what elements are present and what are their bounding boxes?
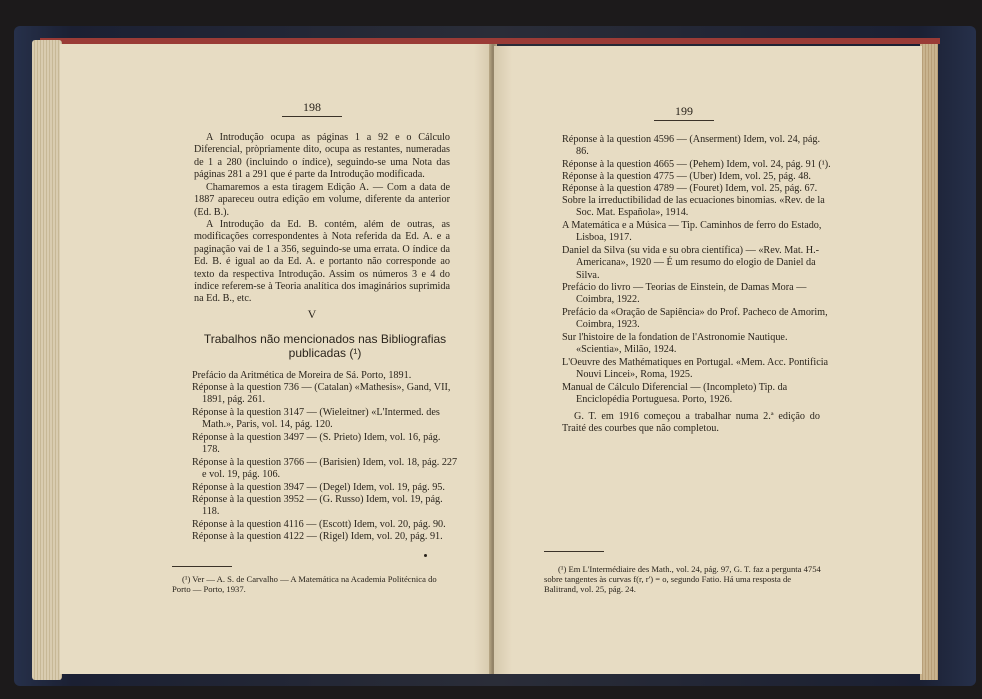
bibliography-entry: Manual de Cálculo Diferencial — (Incompleto) Tip. da Enciclopédia Portuguesa. Porto, 1926.	[562, 382, 788, 406]
bibliography-entry: Prefácio da Aritmética de Moreira de Sá. Porto, 1891.	[192, 370, 412, 381]
paragraph-2: Chamaremos a esta tiragem Edição A. — Com a data de 1887 apareceu outra edição em volume, diferente da anterior (Ed. B.).	[194, 182, 450, 218]
bibliography-entry: Réponse à la question 4596 — (Anserment) Idem, vol. 24, pág. 86.	[562, 134, 821, 158]
bibliography-entry: Réponse à la question 4775 — (Uber) Idem, vol. 25, pág. 48.	[562, 171, 811, 182]
page-number-rule	[654, 120, 714, 121]
bibliography-entry: Réponse à la question 4789 — (Fouret) Idem, vol. 25, pág. 67.	[562, 183, 818, 194]
bibliography-entry: Réponse à la question 736 — (Catalan) «Mathesis», Gand, VII, 1891, pág. 261.	[192, 382, 451, 406]
bibliography-entry: L'Oeuvre des Mathématiques en Portugal. «Mem. Acc. Pontificia Nouvi Lincei», Roma, 1925.	[562, 357, 829, 381]
page-block-right	[920, 44, 938, 680]
bibliography-entry: Réponse à la question 3766 — (Barisien) Idem, vol. 18, pág. 227 e vol. 19, pág. 106.	[192, 457, 458, 481]
bibliography-entry: Réponse à la question 4122 — (Rigel) Idem, vol. 20, pág. 91.	[192, 531, 443, 542]
left-page	[60, 44, 492, 674]
page-number: 199	[675, 104, 693, 118]
page-number: 198	[303, 100, 321, 114]
footnote-rule	[172, 566, 232, 567]
paragraph-1: A Introdução ocupa as páginas 1 a 92 e o Cálculo Diferencial, pròpriamente dito, ocupa as restantes, numeradas de 1 a 280 (incluindo o índice), seguindo-se uma Nota das páginas 281 a 291 que é parte da Introdução modificada.	[194, 132, 450, 181]
footnote-rule	[544, 551, 604, 552]
bibliography-entry: Réponse à la question 4116 — (Escott) Idem, vol. 20, pág. 90.	[192, 519, 446, 530]
bibliography-entry: Réponse à la question 3952 — (G. Russo) Idem, vol. 19, pág. 118.	[192, 494, 443, 518]
ink-speck	[424, 554, 427, 557]
bibliography-entry: Réponse à la question 3497 — (S. Prieto) Idem, vol. 16, pág. 178.	[192, 432, 441, 456]
bibliography-entry: Réponse à la question 3147 — (Wieleitner) «L'Intermed. des Math.», Paris, vol. 14, pág. 120.	[192, 407, 440, 431]
section-title-line-2: publicadas (¹)	[288, 346, 362, 360]
bibliography-entry: Prefácio da «Oração de Sapiência» do Prof. Pacheco de Amorim, Coimbra, 1923.	[562, 307, 828, 331]
right-page	[494, 46, 922, 674]
bibliography-entry: Sobre la irreductibilidad de las ecuaciones binomias. «Rev. de la Soc. Mat. Española», 1914.	[562, 195, 825, 219]
page-block-left	[32, 40, 62, 680]
bibliography-entry: Réponse à la question 4665 — (Pehem) Idem, vol. 24, pág. 91 (¹).	[562, 159, 831, 170]
bibliography-entry: Prefácio do livro — Teorias de Einstein, de Damas Mora — Coimbra, 1922.	[562, 282, 807, 306]
closing-paragraph: G. T. em 1916 começou a trabalhar numa 2.ª edição do Traité des courbes que não completou.	[562, 411, 820, 435]
paragraph-3: A Introdução da Ed. B. contém, além de outras, as modificações correspondentes à Nota referida da Ed. A. e a paginação vai de 1 a 356, seguindo-se uma errata. O índice da Ed. B. é igual ao da Ed. A. e portanto não corresponde ao texto da respectiva Introdução. Assim os números 3 e 4 do índice referem-se à Teoria analítica dos imaginários suprimida na Ed. B., etc.	[194, 219, 450, 305]
bibliography-entry: A Matemática e a Música — Tip. Caminhos de ferro do Estado, Lisboa, 1917.	[562, 220, 822, 244]
section-number: V	[307, 307, 317, 321]
bibliography-entry: Sur l'histoire de la fondation de l'Astronomie Nautique. «Scientia», Milão, 1924.	[562, 332, 788, 356]
bibliography-entry: Daniel da Silva (su vida e su obra científica) — «Rev. Mat. H.-Americana», 1920 — É um resumo do elogio de Daniel da Silva.	[562, 245, 820, 281]
footnote: (¹) Ver — A. S. de Carvalho — A Matemática na Academia Politécnica do Porto — Porto, 1937.	[172, 574, 437, 594]
section-title-line-1: Trabalhos não mencionados nas Bibliografias	[203, 332, 447, 346]
footnote: (¹) Em L'Intermédiaire des Math., vol. 24, pág. 97, G. T. faz a pergunta 4754 sobre tangentes às curvas f(r, r') = o, segundo Fatio. Há uma resposta de Balitrand, vol. 25, pág. 24.	[544, 564, 821, 594]
bibliography-entry: Réponse à la question 3947 — (Degel) Idem, vol. 19, pág. 95.	[192, 482, 445, 493]
page-number-rule	[282, 116, 342, 117]
section-title	[184, 332, 466, 360]
